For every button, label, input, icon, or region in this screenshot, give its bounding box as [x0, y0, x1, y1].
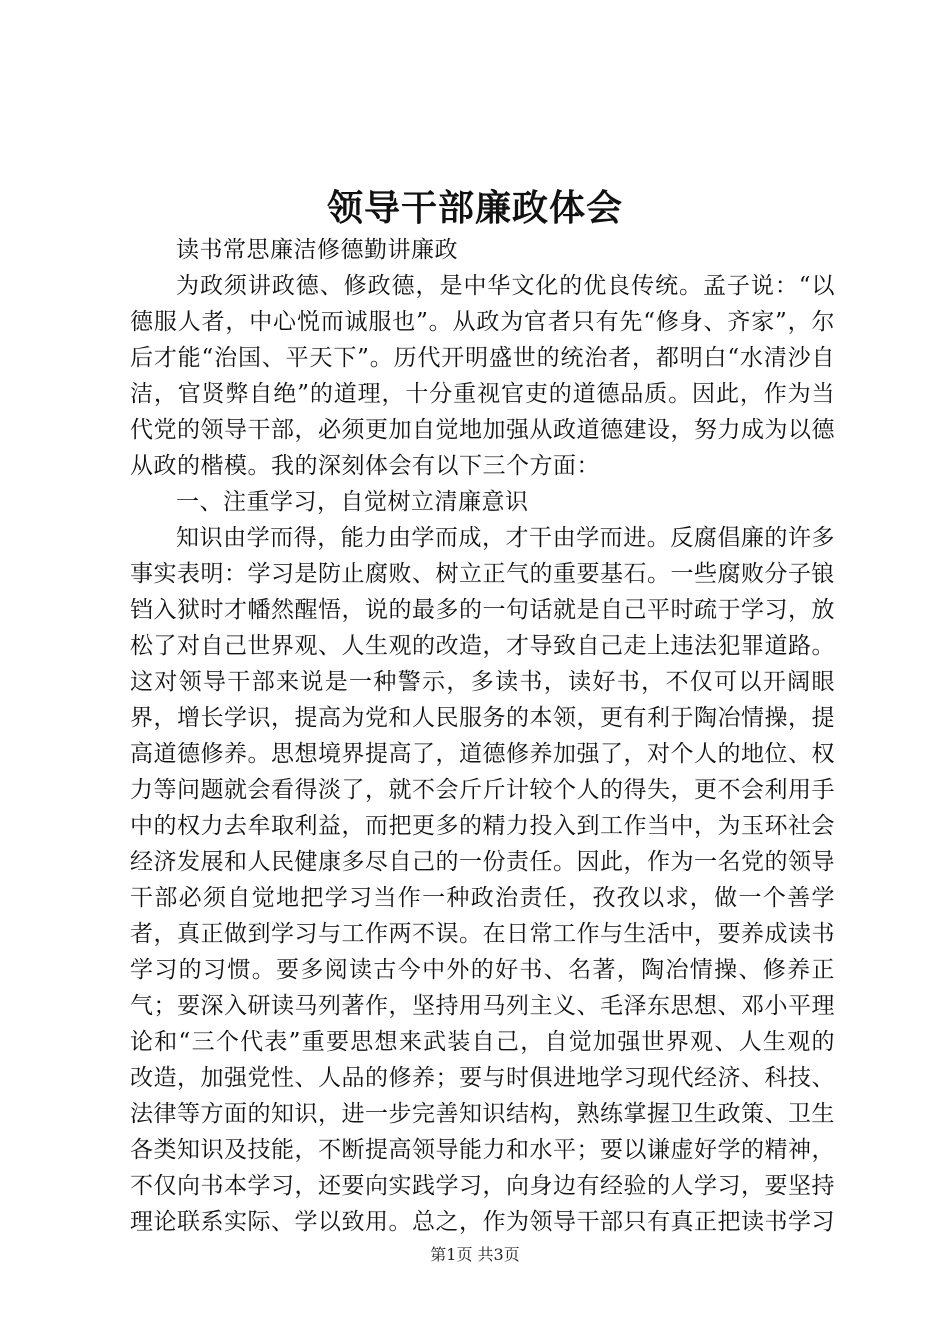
page-number-footer: 第1页 共3页 [430, 1245, 520, 1264]
section-heading: 一、注重学习，自觉树立清廉意识 [176, 489, 529, 515]
document-title: 领导干部廉政体会 [326, 187, 623, 229]
intro-paragraph: 为政须讲政德、修政德，是中华文化的优良传统。孟子说：“以德服人者，中心悦而诚服也”。从政为官者只有先“修身、齐家”，尔后才能“治国、平天下”。历代开明盛世的统治者，都明白“水清沙自洁，官贤弊自绝”的道理，十分重视官吏的道德品质。因此，作为当代党的领导干部，必须更加自觉地加强从政道德建设，努力成为以德从政的楷模。我的深刻体会有以下三个方面： [130, 273, 835, 479]
body-paragraph: 知识由学而得，能力由学而成，才干由学而进。反腐倡廉的许多事实表明：学习是防止腐败、树立正气的重要基石。一些腐败分子锒铛入狱时才幡然醒悟，说的最多的一句话就是自己平时疏于学习，放松了对自己世界观、人生观的改造，才导致自己走上违法犯罪道路。这对领导干部来说是一种警示，多读书，读好书，不仅可以开阔眼界，增长学识，提高为党和人民服务的本领，更有利于陶冶情操，提高道德修养。思想境界提高了，道德修养加强了，对个人的地位、权力等问题就会看得淡了，就不会斤斤计较个人的得失，更不会利用手中的权力去牟取利益，而把更多的精力投入到工作当中，为玉环社会经济发展和人民健康多尽自己的一份责任。因此，作为一名党的领导干部必须自觉地把学习当作一种政治责任，孜孜以求，做一个善学者，真正做到学习与工作两不误。在日常工作与生活中，要养成读书学习的习惯。要多阅读古今中外的好书、名著，陶冶情操、修养正气；要深入研读马列著作，坚持用马列主义、毛泽东思想、邓小平理论和“三个代表”重要思想来武装自己，自觉加强世界观、人生观的改造，加强党性、人品的修养；要与时俱进地学习现代经济、科技、法律等方面的知识，进一步完善知识结构，熟练掌握卫生政策、卫生各类知识及技能，不断提高领导能力和水平；要以谦虚好学的精神，不仅向书本学习，还要向实践学习，向身边有经验的人学习，要坚持理论联系实际、学以致用。总之，作为领导干部只有真正把读书学习 [130, 525, 835, 1235]
document-body [130, 232, 835, 1240]
subtitle-paragraph: 读书常思廉洁修德勤讲廉政 [176, 237, 458, 263]
